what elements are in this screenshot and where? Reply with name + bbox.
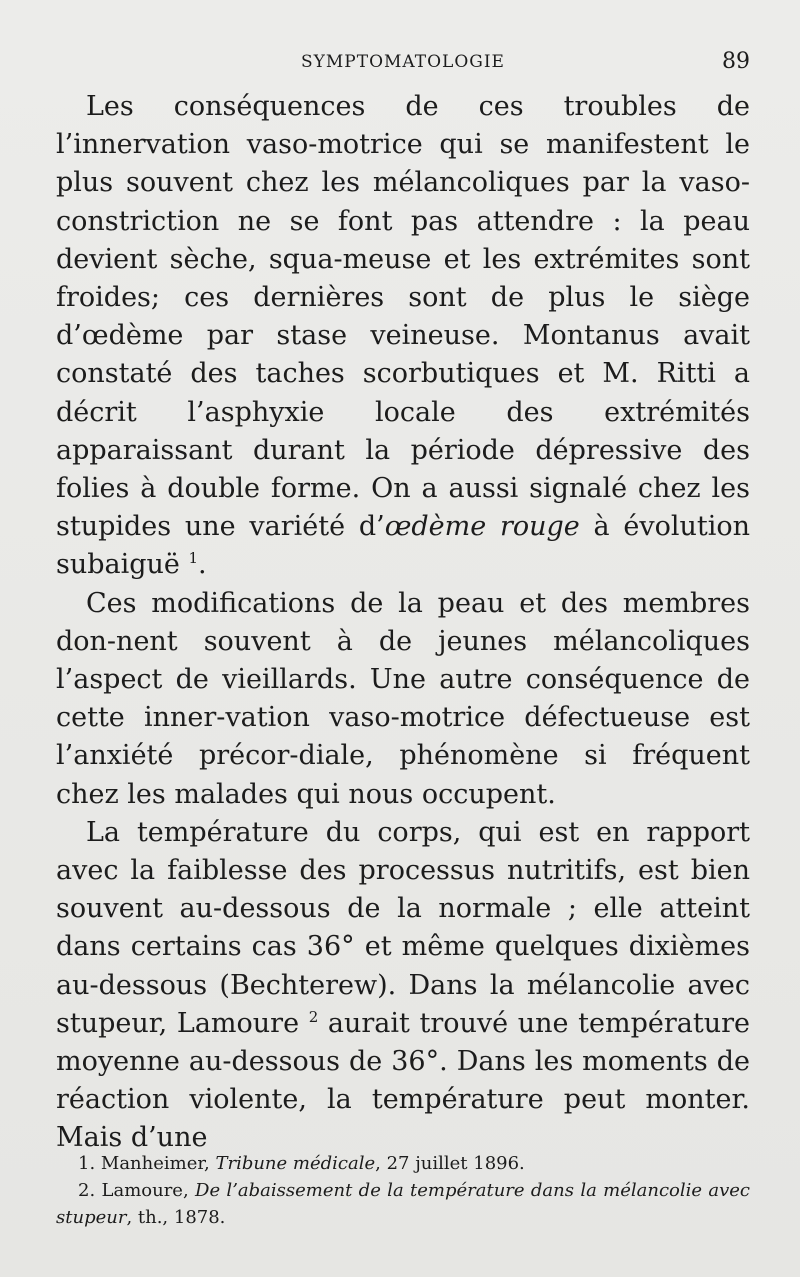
footnotes (56, 1150, 750, 1231)
footnote-text: 1. Manheimer, (78, 1153, 216, 1174)
body-text (56, 88, 750, 1158)
paragraph-vaso-motor (56, 88, 750, 585)
page-number: 89 (722, 49, 750, 74)
footnote-title: Tribune médicale (215, 1153, 376, 1174)
footnote-1 (56, 1150, 750, 1177)
page-header (56, 49, 750, 82)
paragraph-text: aurait trouvé une température moyenne au-dessous de 36°. Dans les moments de réaction violente, la température peut monter. Mais d’une (56, 1007, 750, 1154)
footnote-text: , th., 1878. (126, 1207, 226, 1228)
paragraph-temperature (56, 814, 750, 1158)
footnote-title: De l’abaissement de la température dans la mélancolie avec stupeur (56, 1180, 750, 1228)
footnote-2 (56, 1177, 750, 1231)
paragraph-text: La température du corps, qui est en rapport avec la faiblesse des processus nutritifs, est bien souvent au-dessous de la normale ; elle atteint dans certains cas 36° et même quelques dixièmes au-dessous (Bechterew). Dans la mélancolie avec stupeur, Lamoure (56, 816, 750, 1039)
paragraph-text: . (198, 549, 207, 581)
paragraph-text: à évolution subaiguë (56, 511, 751, 581)
footnote-text: 2. Lamoure, (78, 1180, 196, 1201)
paragraph-skin-modifications: Ces modifications de la peau et des membres don-nent souvent à de jeunes mélancoliques l’aspect de vieillards. Une autre conséquence de cette inner-vation vaso-motrice défectueuse est l’anxiété précor-diale, phénomène si fréquent chez les malades qui nous occupent. (56, 587, 750, 810)
paragraph-text: Les conséquences de ces troubles de l’innervation vaso-motrice qui se manifestent le plus souvent chez les mélancoliques par la vaso-constriction ne se font pas attendre : la peau devient sèche, squa-meuse et les extrémites sont froides; ces dernières sont de plus le siège d’œdème par stase veineuse. Montanus avait constaté des taches scorbutiques et M. Ritti a décrit l’asphyxie locale des extrémités apparaissant durant la période dépressive des folies à double forme. On a aussi signalé chez les stupides une variété d’ (56, 91, 750, 543)
running-title: SYMPTOMATOLOGIE (301, 52, 505, 72)
footnote-text: , 27 juillet 1896. (375, 1153, 525, 1174)
footnote-ref: 2 (308, 1007, 319, 1026)
italic-term: œdème rouge (384, 511, 580, 543)
footnote-ref: 1 (188, 549, 199, 568)
